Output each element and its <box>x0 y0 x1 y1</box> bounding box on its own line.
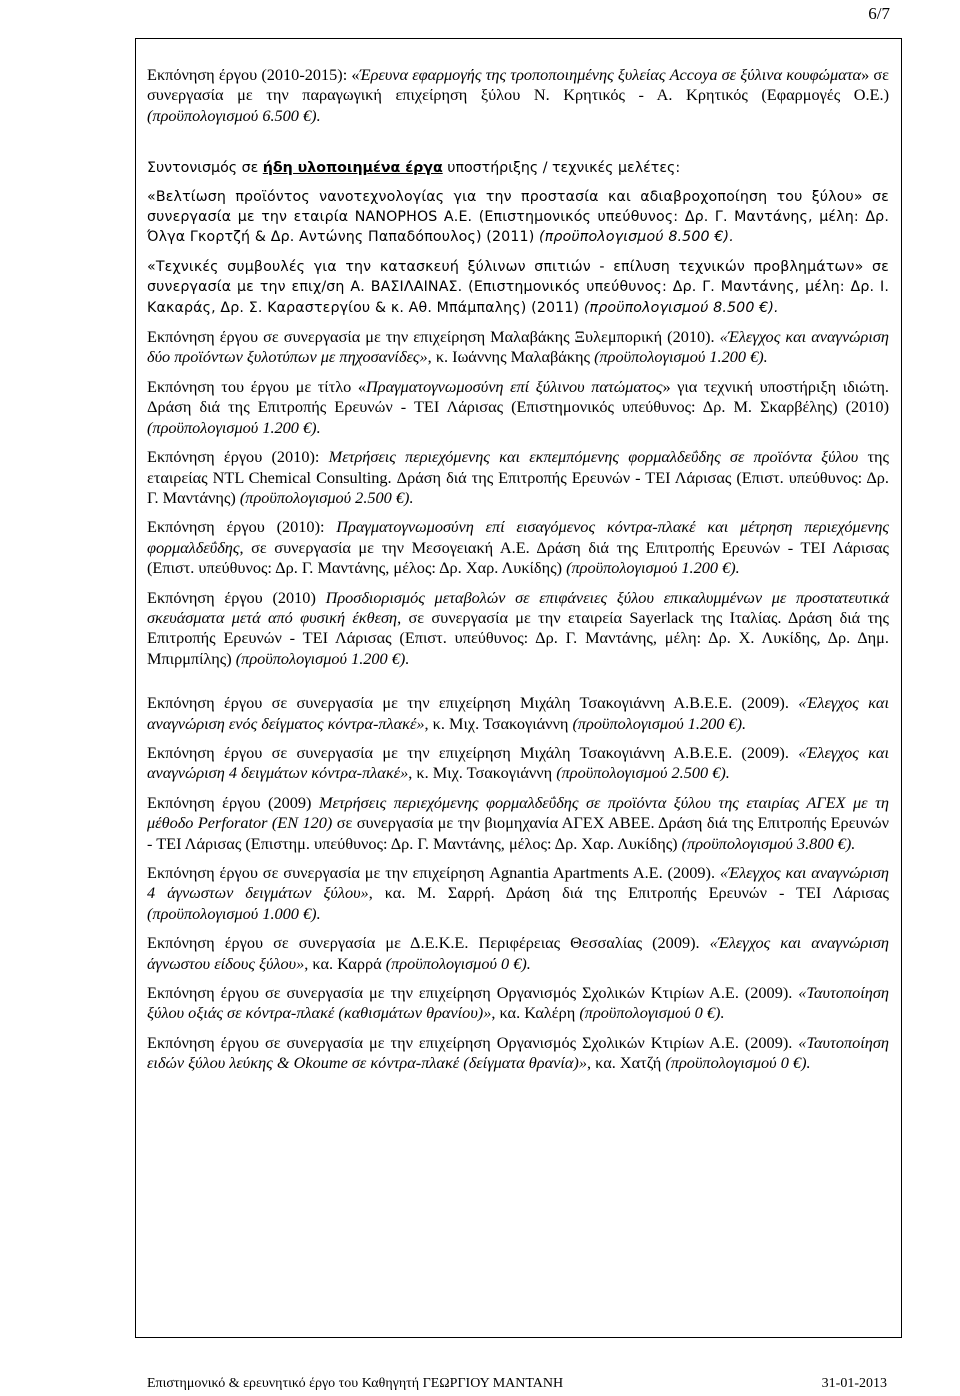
entry-text: Εκπόνηση έργου σε συνεργασία με την επιχείρηση Οργανισμός Σχολικών Κτιρίων Α.Ε. (2009). <box>147 983 799 1003</box>
entry-text: υποστήριξης / τεχνικές μελέτες: <box>442 160 681 177</box>
entry-text: Εκπόνηση έργου (2010): <box>147 447 329 467</box>
entry-italic-text: (προϋπολογισμού 1.200 €). <box>572 713 747 733</box>
entry-text: Εκπόνηση έργου (2010-2015): « <box>147 65 360 84</box>
entry-italic-text: Πραγματογνωμοσύνη επί εισαγόμενος κόντρα-πλακέ και μέτρηση περιεχόμενης φορμαλδεΰδης <box>147 517 889 557</box>
entry-italic-text: (προϋπολογισμού 1.000 €). <box>147 903 321 923</box>
entry-text: , κα. Καρρά <box>304 953 386 973</box>
footer-date: 31-01-2013 <box>821 1376 887 1391</box>
entry-text: Εκπόνηση έργου σε συνεργασία με την επιχείρηση Μιχάλη Τσακογιάννη Α.Β.Ε.Ε. (2009). <box>147 742 799 762</box>
entry-text: Εκπόνηση έργου σε συνεργασία με την επιχείρηση Μαλαβάκης Ξυλεμπορική (2010). <box>147 327 720 347</box>
entry-italic-text: «Έλεγχος και αναγνώριση 4 άγνωστων δειγμάτων ξύλου» <box>147 863 889 903</box>
project-entry <box>147 517 889 578</box>
entry-italic-text: «Έλεγχος και αναγνώριση ενός δείγματος κόντρα-πλακέ» <box>147 693 890 733</box>
page-number: 6/7 <box>868 4 890 23</box>
project-entry <box>147 187 889 248</box>
project-entry <box>147 1033 889 1074</box>
entry-italic-text: (προϋπολογισμού 1.200 €). <box>235 648 410 668</box>
project-entry <box>147 447 889 508</box>
project-entry <box>147 863 889 924</box>
project-entry <box>147 693 889 734</box>
entry-text: , κα. Χατζή <box>587 1053 666 1073</box>
entry-italic-text: Έρευνα εφαρμογής της τροποποιημένης ξυλείας Accoya σε ξύλινα κουφώματα <box>359 65 862 84</box>
entry-italic-text: «Έλεγχος και αναγνώριση δύο προϊόντων ξυλοτύπων με πηχοσανίδες» <box>147 327 889 367</box>
entry-text: Εκπόνηση έργου σε συνεργασία με την επιχείρηση Μιχάλη Τσακογιάννη Α.Β.Ε.Ε. (2009). <box>147 693 799 713</box>
project-list <box>147 65 889 1083</box>
entry-italic-text: Μετρήσεις περιεχόμενης και εκπεμπόμενης φορμαλδεΰδης σε προϊόντα ξύλου <box>328 447 859 467</box>
entry-text: , σε συνεργασία με την εταιρεία Sayerlack της Ιταλίας. Δράση διά της Επιτροπής Ερευνών - ΤΕΙ Λάρισας (Επιστ. υπεύθυνος: Δρ. Γ. Μαντάνης, μέλη: Δρ. Χ. Λυκίδης, Δρ. Δημ. Μπιρμπίλης) <box>147 607 889 668</box>
entry-italic-text: (προϋπολογισμού 2.500 €). <box>239 487 414 507</box>
entry-text: , κ. Μιχ. Τσακογιάννη <box>424 713 573 733</box>
project-entry <box>147 257 889 318</box>
entry-text: Εκπόνηση έργου σε συνεργασία με την επιχείρηση Οργανισμός Σχολικών Κτιρίων Α.Ε. (2009). <box>147 1032 799 1052</box>
entry-italic-text: (προϋπολογισμού 0 €). <box>579 1003 725 1023</box>
entry-text: «Βελτίωση προϊόντος νανοτεχνολογίας για την προστασία και αδιαβροχοποίηση του ξύλου» σε συνεργασία με την εταιρία NANOPHOS Α.Ε. (Επιστημονικός υπεύθυνος: Δρ. Γ. Μαντάνης, μέλη: Δρ. Όλγα Γκορτζή & Δρ. Αντώνης Παπαδόπουλος) (2011) <box>147 188 889 246</box>
entry-text: Συντονισμός σε <box>147 160 263 177</box>
entry-italic-text: (προϋπολογισμού 1.200 €). <box>594 347 768 367</box>
entry-text: , κα. Καλέρη <box>491 1003 580 1023</box>
entry-text: , κ. Ιωάννης Μαλαβάκης <box>427 347 595 367</box>
project-entry <box>147 793 889 854</box>
entry-text: σε συνεργασία με την βιομηχανία ΑΓΕΧ ΑΒΕΕ. Δράση διά της Επιτροπής Ερευνών - ΤΕΙ Λάρισας (Επιστημ. υπεύθυνος: Δρ. Γ. Μαντάνης, μέλος: Δρ. Χαρ. Λυκίδης) <box>147 813 889 853</box>
entry-italic-text: (προϋπολογισμού 0 €). <box>385 953 531 973</box>
entry-italic-text: (προϋπολογισμού 0 €). <box>665 1053 811 1073</box>
entry-italic-text: «Ταυτοποίηση ξύλου οξιάς σε κόντρα-πλακέ (καθισμάτων θρανίου)» <box>147 983 889 1023</box>
entry-italic-text: Μετρήσεις περιεχόμενης φορμαλδεΰδης σε προϊόντα ξύλου της εταιρίας ΑΓΕΧ με τη μέθοδο Perforator (EN 120) <box>147 792 889 833</box>
entry-italic-text: (προϋπολογισμού 1.200 €). <box>566 558 740 578</box>
entry-text: «Τεχνικές συμβουλές για την κατασκευή ξύλινων σπιτιών - επίλυση τεχνικών προβλημάτων» σε συνεργασία με την επιχ/ση Α. ΒΑΣΙΛΑΙΝΑΣ. (Επιστημονικός υπεύθυνος: Δρ. Γ. Μαντάνης, μέλη: Δρ. Ι. Κακαράς, Δρ. Σ. Καραστεργίου & κ. Αθ. Μπάμπαλης) (2011) <box>147 258 889 316</box>
entry-text: , κ. Μιχ. Τσακογιάννη <box>408 763 557 783</box>
entry-text: Εκπόνηση του έργου με τίτλο « <box>147 376 367 396</box>
project-entry <box>147 743 889 784</box>
entry-text: Εκπόνηση έργου (2010): <box>147 517 337 537</box>
project-entry <box>147 983 889 1024</box>
entry-italic-text: «Έλεγχος και αναγνώριση 4 δειγμάτων κόντρα-πλακέ» <box>147 742 890 783</box>
section-heading <box>147 158 889 178</box>
entry-italic-text: (προϋπολογισμού 2.500 €). <box>556 763 730 783</box>
entry-text: » σε συνεργασία με την παραγωγική επιχείρηση ξύλου Ν. Κρητικός - Α. Κρητικός (Εφαρμογές Ο.Ε.) <box>147 65 889 105</box>
entry-italic-text: «Ταυτοποίηση ειδών ξύλου λεύκης & Okoume σε κόντρα-πλακέ (δείγματα θρανία)» <box>147 1032 889 1073</box>
entry-text: Εκπόνηση έργου (2010) <box>147 587 326 607</box>
entry-italic-text: (προϋπολογισμού 8.500 €). <box>583 299 779 316</box>
entry-text: Εκπόνηση έργου σε συνεργασία με Δ.Ε.Κ.Ε. Περιφέρειας Θεσσαλίας (2009). <box>147 933 710 953</box>
entry-italic-text: Προσδιορισμός μεταβολών σε επιφάνειες ξύλου επικαλυμμένων με προστατευτικά σκευάσματα μετά από φυσική έκθεση <box>147 587 889 627</box>
entry-italic-text: (προϋπολογισμού 8.500 €). <box>539 229 734 246</box>
entry-text: της εταιρείας NTL Chemical Consulting. Δράση διά της Επιτροπής Ερευνών - ΤΕΙ Λάρισας (Επιστ. υπεύθυνος: Δρ. Γ. Μαντάνης) <box>147 447 890 507</box>
entry-italic-text: «Έλεγχος και αναγνώριση άγνωστου είδους ξύλου» <box>147 933 889 973</box>
project-entry <box>147 933 889 974</box>
entry-text: Εκπόνηση έργου σε συνεργασία με την επιχείρηση Agnantia Apartments A.E. (2009). <box>147 863 720 882</box>
entry-italic-text: (προϋπολογισμού 6.500 €). <box>147 105 321 125</box>
project-entry <box>147 377 889 438</box>
entry-text: , κα. Μ. Σαρρή. Δράση διά της Επιτροπής Ερευνών - ΤΕΙ Λάρισας <box>368 883 889 903</box>
footer-title: Επιστημονικό & ερευνητικό έργο του Καθηγητή ΓΕΩΡΓΙΟΥ ΜΑΝΤΑΝΗ <box>147 1376 564 1391</box>
entry-text: » για τεχνική υποστήριξη ιδιώτη. Δράση διά της Επιτροπής Ερευνών - ΤΕΙ Λάρισας (Επιστημονικός υπεύθυνος: Δρ. Μ. Σκαρβέλης) (2010) <box>147 376 889 417</box>
heading-underlined-text: ήδη υλοποιημένα έργα <box>262 160 443 177</box>
entry-text: Εκπόνηση έργου (2009) <box>147 792 319 812</box>
entry-italic-text: (προϋπολογισμού 3.800 €). <box>681 833 856 853</box>
entry-italic-text: (προϋπολογισμού 1.200 €). <box>147 417 321 437</box>
entry-italic-text: Πραγματογνωμοσύνη επί ξύλινου πατώματος <box>366 376 663 396</box>
project-entry <box>147 65 889 126</box>
project-entry <box>147 588 889 670</box>
entry-text: , σε συνεργασία με την Μεσογειακή Α.Ε. Δράση διά της Επιτροπής Ερευνών - ΤΕΙ Λάρισας (Επιστ. υπεύθυνος: Δρ. Γ. Μαντάνης, μέλος: Δρ. Χαρ. Λυκίδης) <box>147 537 889 578</box>
project-entry <box>147 327 889 368</box>
